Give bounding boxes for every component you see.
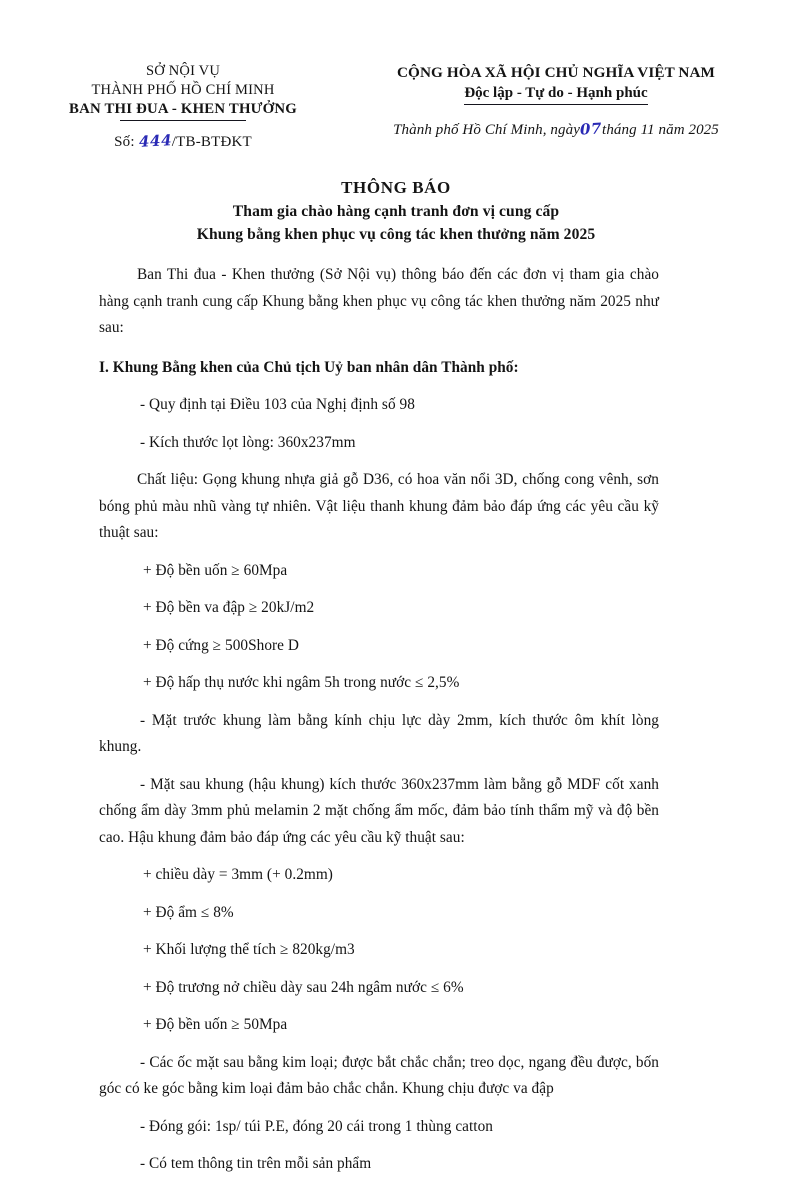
section-heading-1: I. Khung Bằng khen của Chủ tịch Uỷ ban nhân dân Thành phố: bbox=[99, 358, 519, 376]
frame-spec-bending-strength: + Độ bền uốn ≥ 60Mpa bbox=[143, 561, 288, 579]
back-spec-thickness: + chiều dày = 3mm (+ 0.2mm) bbox=[143, 866, 333, 883]
document-number-suffix: /TB-BTĐKT bbox=[171, 134, 252, 151]
label-item: - Có tem thông tin trên mỗi sản phẩm bbox=[140, 1155, 372, 1172]
agency-underline bbox=[120, 120, 246, 121]
document-title-block bbox=[0, 176, 792, 246]
back-spec-moisture: + Độ ẩm ≤ 8% bbox=[143, 903, 234, 921]
document-body bbox=[99, 262, 659, 1178]
agency-line-city: THÀNH PHỐ HỒ CHÍ MINH bbox=[91, 82, 275, 98]
back-spec-density: + Khối lượng thể tích ≥ 820kg/m3 bbox=[143, 941, 355, 958]
national-motto: Độc lập - Tự do - Hạnh phúc bbox=[464, 83, 647, 105]
item-inner-size: - Kích thước lọt lòng: 360x237mm bbox=[140, 433, 356, 451]
document-subtitle-line1: Tham gia chào hàng cạnh tranh đơn vị cung cấp bbox=[232, 203, 560, 220]
issuing-agency-block bbox=[18, 62, 348, 151]
document-number-prefix: Số: bbox=[114, 134, 135, 151]
screws-paragraph: - Các ốc mặt sau bằng kim loại; được bắt chắc chắn; treo dọc, ngang đều được, bốn góc có ke góc bằng kim loại đảm bảo chắc chắn. Khung chịu được va đập bbox=[99, 1053, 659, 1097]
document-subtitle-line2: Khung bằng khen phục vụ công tác khen thưởng năm 2025 bbox=[196, 226, 596, 243]
frame-spec-hardness: + Độ cứng ≥ 500Shore D bbox=[143, 636, 299, 654]
national-heading-block bbox=[348, 62, 792, 139]
back-face-paragraph: - Mặt sau khung (hậu khung) kích thước 360x237mm làm bằng gỗ MDF cốt xanh chống ẩm dày 3mm phủ melamin 2 mặt chống ẩm mốc, đảm bảo tính thẩm mỹ và độ bền cao. Hậu khung đảm bảo đáp ứng các yêu cầu kỹ thuật sau: bbox=[99, 775, 659, 846]
date-place-prefix: Thành phố Hồ Chí Minh, ngày bbox=[393, 122, 580, 138]
packaging-item: - Đóng gói: 1sp/ túi P.E, đóng 20 cái trong 1 thùng catton bbox=[140, 1117, 494, 1135]
intro-paragraph: Ban Thi đua - Khen thưởng (Sở Nội vụ) thông báo đến các đơn vị tham gia chào hàng cạnh tranh cung cấp Khung bằng khen phục vụ công tác khen thưởng năm 2025 như sau: bbox=[99, 266, 659, 336]
national-name: CỘNG HÒA XÃ HỘI CHỦ NGHĨA VIỆT NAM bbox=[396, 64, 715, 81]
item-regulation: - Quy định tại Điều 103 của Nghị định số 98 bbox=[140, 396, 415, 413]
agency-line-board: BAN THI ĐUA - KHEN THƯỞNG bbox=[69, 101, 297, 117]
date-suffix: tháng 11 năm 2025 bbox=[602, 122, 719, 138]
date-line bbox=[348, 120, 764, 139]
document-type-title: THÔNG BÁO bbox=[341, 178, 451, 197]
back-spec-bending-strength: + Độ bền uốn ≥ 50Mpa bbox=[143, 1016, 288, 1033]
document-header bbox=[0, 62, 792, 151]
frame-spec-water-absorption: + Độ hấp thụ nước khi ngâm 5h trong nước ≤ 2,5% bbox=[143, 674, 460, 691]
material-paragraph: Chất liệu: Gọng khung nhựa giả gỗ D36, có hoa văn nổi 3D, chống cong vênh, sơn bóng phủ màu nhũ vàng tự nhiên. Vật liệu thanh khung đảm bảo đáp ứng các yêu cầu kỹ thuật sau: bbox=[99, 471, 659, 541]
document-number-handwritten: 444 bbox=[138, 131, 173, 152]
back-spec-swelling: + Độ trương nở chiều dày sau 24h ngâm nước ≤ 6% bbox=[143, 978, 464, 996]
frame-spec-impact-strength: + Độ bền va đập ≥ 20kJ/m2 bbox=[143, 599, 315, 616]
front-face-paragraph: - Mặt trước khung làm bằng kính chịu lực dày 2mm, kích thước ôm khít lòng khung. bbox=[99, 711, 659, 755]
date-day-handwritten: 07 bbox=[579, 119, 603, 139]
document-number bbox=[18, 132, 348, 151]
agency-line-department: SỞ NỘI VỤ bbox=[145, 63, 221, 79]
